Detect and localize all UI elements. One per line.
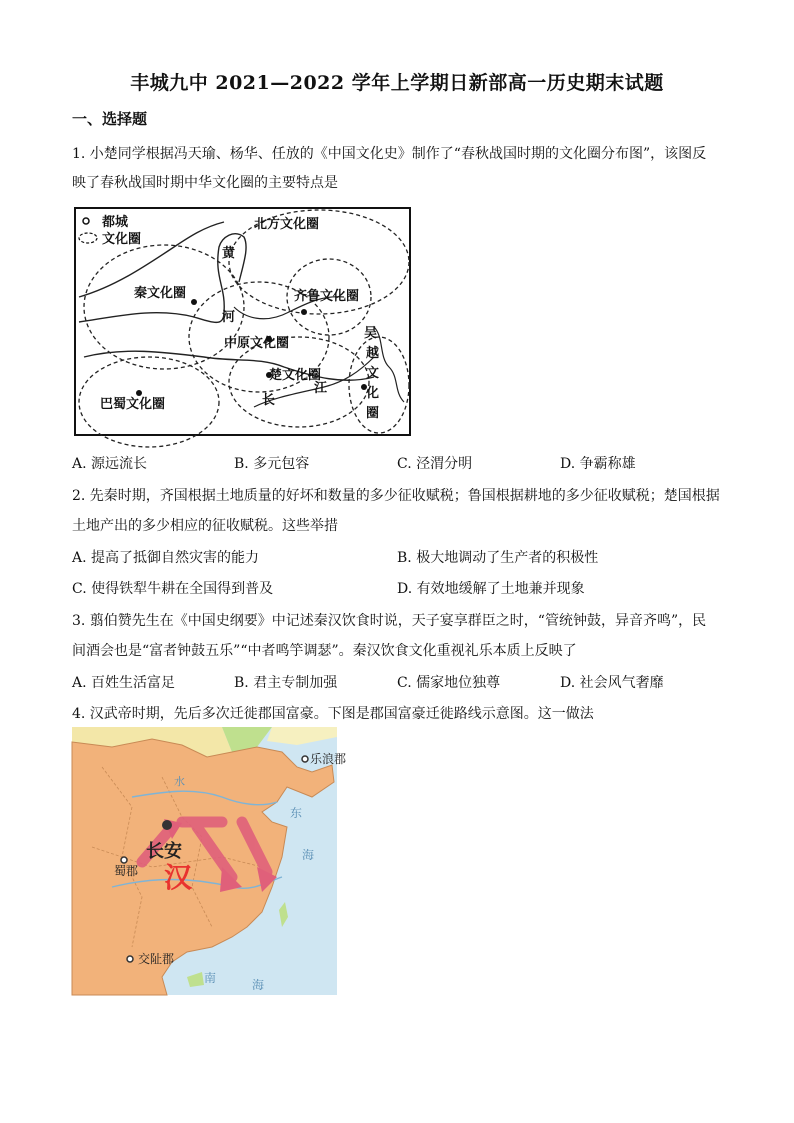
q3-option-d[interactable]: D. 社会风气奢靡 (560, 675, 664, 691)
label-lelang: 乐浪郡 (310, 752, 347, 766)
q3-option-a[interactable]: A. 百姓生活富足 (72, 675, 176, 691)
label-chang: 长 (262, 393, 276, 408)
label-zhongyuan-culture: 中原文化圈 (224, 336, 290, 351)
q1-stem-line2: 映了春秋战国时期中华文化圈的主要特点是 (72, 175, 338, 191)
legend-city-label: 都城 (102, 215, 129, 230)
label-yue: 越 (366, 346, 380, 361)
q3-stem-line1: 3. 翦伯赞先生在《中国史纲要》中记述秦汉饮食时说，天子宴享群臣之时，“管统钟鼓，异音齐鸣”，民 (72, 613, 707, 629)
label-sea-south: 海 (252, 978, 265, 992)
q2-option-d[interactable]: D. 有效地缓解了土地兼并现象 (397, 581, 585, 597)
label-quan: 圈 (366, 406, 380, 421)
label-south: 南 (204, 971, 217, 985)
q2-option-b[interactable]: B. 极大地调动了生产者的积极性 (397, 550, 599, 566)
q2-stem-line1: 2. 先秦时期，齐国根据土地质量的好坏和数量的多少征收赋税；鲁国根据耕地的多少征收赋税；楚国根据 (72, 488, 720, 504)
q2-stem-line2: 土地产出的多少相应的征收赋税。这些举措 (72, 518, 338, 534)
label-qin-culture: 秦文化圈 (134, 286, 187, 301)
q1-option-b[interactable]: B. 多元包容 (234, 456, 310, 472)
q4-migration-map (72, 727, 347, 995)
q3-option-b[interactable]: B. 君主专制加强 (234, 675, 338, 691)
q1-stem-line1: 1. 小楚同学根据冯天瑜、杨华、任放的《中国文化史》制作了“春秋战国时期的文化圈分布图”，该图反 (72, 146, 707, 162)
label-sea-east: 海 (302, 848, 315, 862)
label-chu-culture: 楚文化圈 (269, 368, 322, 383)
q1-option-a[interactable]: A. 源远流长 (72, 456, 148, 472)
section-heading: 一、选择题 (72, 110, 148, 128)
label-jiaozhi: 交阯郡 (138, 952, 175, 966)
q1-option-c[interactable]: C. 泾渭分明 (397, 456, 473, 472)
exam-title: 丰城九中 2021—2022 学年上学期日新部高一历史期末试题 (130, 72, 664, 94)
label-han: 汉 (164, 861, 193, 894)
label-shujun: 蜀郡 (114, 864, 139, 878)
label-jiang: 江 (314, 381, 328, 396)
q3-stem-line2: 间酒会也是“富者钟鼓五乐”“中者鸣竽调瑟”。秦汉饮食文化重视礼乐本质上反映了 (72, 643, 577, 659)
legend-circle-label: 文化圈 (102, 232, 142, 247)
q2-option-a[interactable]: A. 提高了抵御自然灾害的能力 (72, 550, 260, 566)
label-huang: 黄 (222, 246, 236, 261)
label-wen: 文 (366, 366, 380, 381)
label-he: 河 (222, 310, 236, 325)
label-wu: 吴 (364, 326, 378, 341)
q2-option-c[interactable]: C. 使得铁犁牛耕在全国得到普及 (72, 581, 274, 597)
label-changan: 长安 (146, 841, 182, 862)
label-east: 东 (290, 806, 303, 820)
label-hua: 化 (366, 386, 380, 401)
q1-culture-circle-map (74, 207, 411, 436)
q3-option-c[interactable]: C. 儒家地位独尊 (397, 675, 501, 691)
label-qilu-culture: 齐鲁文化圈 (294, 289, 360, 304)
label-river: 水 (174, 775, 185, 788)
label-north-culture: 北方文化圈 (254, 217, 320, 232)
q4-stem-line1: 4. 汉武帝时期，先后多次迁徙郡国富豪。下图是郡国富豪迁徙路线示意图。这一做法 (72, 706, 594, 722)
label-bashu-culture: 巴蜀文化圈 (100, 397, 166, 412)
q1-option-d[interactable]: D. 争霸称雄 (560, 456, 636, 472)
